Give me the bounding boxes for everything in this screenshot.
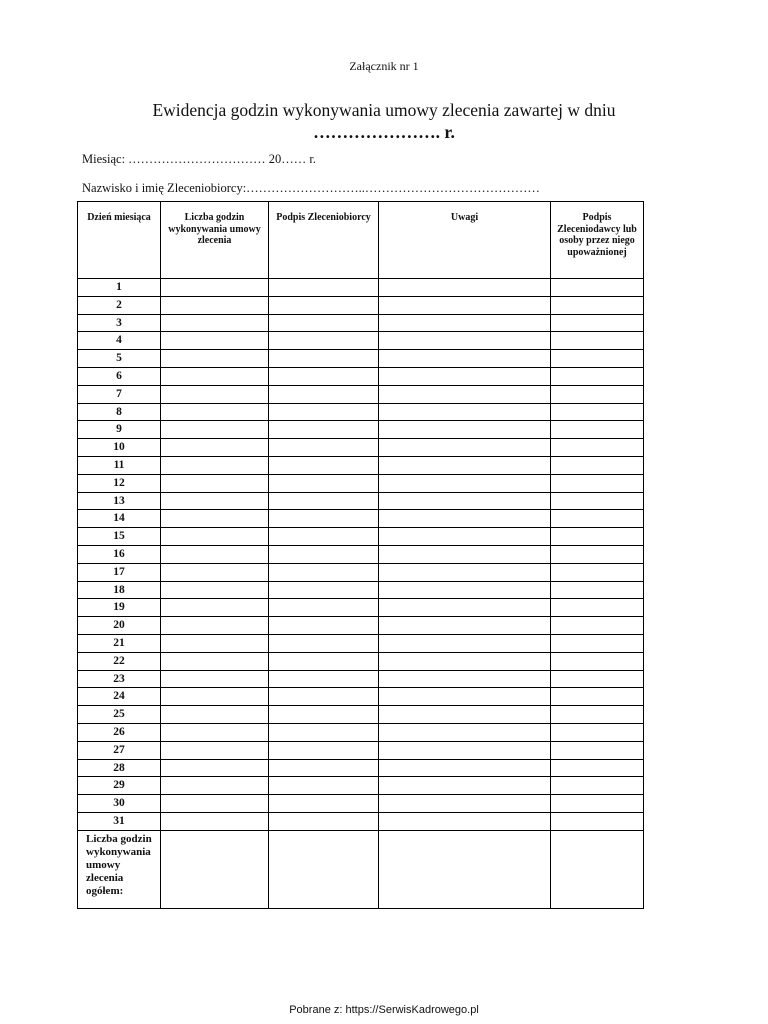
remarks-cell[interactable] — [379, 652, 551, 670]
table-row — [78, 528, 644, 546]
contractor-signature-cell[interactable] — [269, 795, 379, 813]
table-row — [78, 777, 644, 795]
hours-cell[interactable] — [161, 652, 269, 670]
hours-cell[interactable] — [161, 367, 269, 385]
day-number: 1 — [78, 279, 161, 297]
contractor-signature-cell[interactable] — [269, 314, 379, 332]
client-signature-cell[interactable] — [551, 706, 644, 724]
remarks-cell[interactable] — [379, 350, 551, 368]
contractor-signature-cell[interactable] — [269, 439, 379, 457]
client-signature-cell[interactable] — [551, 545, 644, 563]
hours-cell[interactable] — [161, 670, 269, 688]
day-number: 20 — [78, 617, 161, 635]
total-hours-cell[interactable] — [161, 830, 269, 908]
client-signature-cell[interactable] — [551, 777, 644, 795]
hours-cell[interactable] — [161, 741, 269, 759]
remarks-cell[interactable] — [379, 332, 551, 350]
client-signature-cell[interactable] — [551, 599, 644, 617]
contractor-signature-cell[interactable] — [269, 279, 379, 297]
client-signature-cell[interactable] — [551, 439, 644, 457]
remarks-cell[interactable] — [379, 492, 551, 510]
table-row — [78, 706, 644, 724]
client-signature-cell[interactable] — [551, 474, 644, 492]
table-row — [78, 563, 644, 581]
day-number: 16 — [78, 545, 161, 563]
day-number: 23 — [78, 670, 161, 688]
client-signature-cell[interactable] — [551, 528, 644, 546]
day-number: 18 — [78, 581, 161, 599]
hours-cell[interactable] — [161, 474, 269, 492]
client-signature-cell[interactable] — [551, 456, 644, 474]
day-number: 17 — [78, 563, 161, 581]
remarks-cell[interactable] — [379, 314, 551, 332]
contractor-signature-cell[interactable] — [269, 421, 379, 439]
remarks-cell[interactable] — [379, 617, 551, 635]
day-number: 6 — [78, 367, 161, 385]
client-signature-cell[interactable] — [551, 367, 644, 385]
remarks-cell[interactable] — [379, 563, 551, 581]
day-number: 10 — [78, 439, 161, 457]
hours-cell[interactable] — [161, 617, 269, 635]
table-row — [78, 617, 644, 635]
remarks-cell[interactable] — [379, 545, 551, 563]
hours-cell[interactable] — [161, 332, 269, 350]
contractor-signature-cell[interactable] — [269, 670, 379, 688]
contractor-signature-cell[interactable] — [269, 296, 379, 314]
day-number: 29 — [78, 777, 161, 795]
client-signature-cell[interactable] — [551, 279, 644, 297]
total-label: Liczba godzin wykonywania umowy zlecenia ogółem: — [78, 830, 161, 908]
contractor-signature-cell[interactable] — [269, 812, 379, 830]
remarks-cell[interactable] — [379, 385, 551, 403]
total-client-signature-cell[interactable] — [551, 830, 644, 908]
table-row — [78, 385, 644, 403]
table-row — [78, 599, 644, 617]
contractor-signature-cell[interactable] — [269, 385, 379, 403]
hours-cell[interactable] — [161, 599, 269, 617]
table-row — [78, 350, 644, 368]
remarks-cell[interactable] — [379, 439, 551, 457]
contractor-signature-cell[interactable] — [269, 599, 379, 617]
client-signature-cell[interactable] — [551, 332, 644, 350]
hours-cell[interactable] — [161, 403, 269, 421]
hours-cell[interactable] — [161, 688, 269, 706]
table-row — [78, 759, 644, 777]
contractor-signature-cell[interactable] — [269, 652, 379, 670]
day-number: 27 — [78, 741, 161, 759]
remarks-cell[interactable] — [379, 688, 551, 706]
remarks-cell[interactable] — [379, 599, 551, 617]
hours-cell[interactable] — [161, 777, 269, 795]
hours-cell[interactable] — [161, 492, 269, 510]
annex-label: Załącznik nr 1 — [349, 59, 419, 73]
table-row — [78, 795, 644, 813]
download-source-footer: Pobrane z: https://SerwisKadrowego.pl — [289, 1004, 479, 1016]
day-number: 22 — [78, 652, 161, 670]
remarks-cell[interactable] — [379, 812, 551, 830]
contractor-signature-cell[interactable] — [269, 367, 379, 385]
contractor-signature-cell[interactable] — [269, 492, 379, 510]
client-signature-cell[interactable] — [551, 812, 644, 830]
client-signature-cell[interactable] — [551, 759, 644, 777]
contractor-signature-cell[interactable] — [269, 510, 379, 528]
table-row — [78, 314, 644, 332]
contractor-signature-cell[interactable] — [269, 528, 379, 546]
hours-cell[interactable] — [161, 706, 269, 724]
remarks-cell[interactable] — [379, 456, 551, 474]
day-number: 31 — [78, 812, 161, 830]
hours-cell[interactable] — [161, 296, 269, 314]
remarks-cell[interactable] — [379, 634, 551, 652]
hours-cell[interactable] — [161, 634, 269, 652]
day-number: 2 — [78, 296, 161, 314]
contractor-signature-cell[interactable] — [269, 581, 379, 599]
day-number: 14 — [78, 510, 161, 528]
day-number: 5 — [78, 350, 161, 368]
hours-cell[interactable] — [161, 385, 269, 403]
hours-cell[interactable] — [161, 510, 269, 528]
table-row — [78, 421, 644, 439]
title-line-1: Ewidencja godzin wykonywania umowy zlecenia zawartej w dniu — [152, 100, 616, 120]
client-signature-cell[interactable] — [551, 563, 644, 581]
hours-cell[interactable] — [161, 439, 269, 457]
day-number: 26 — [78, 723, 161, 741]
header-contractor-signature: Podpis Zleceniobiorcy — [269, 202, 379, 279]
client-signature-cell[interactable] — [551, 741, 644, 759]
table-row — [78, 492, 644, 510]
client-signature-cell[interactable] — [551, 670, 644, 688]
contractor-signature-cell[interactable] — [269, 545, 379, 563]
table-row — [78, 723, 644, 741]
table-header-row — [78, 202, 644, 279]
contractor-signature-cell[interactable] — [269, 350, 379, 368]
day-number: 28 — [78, 759, 161, 777]
client-signature-cell[interactable] — [551, 385, 644, 403]
contractor-signature-cell[interactable] — [269, 688, 379, 706]
document-title — [84, 99, 684, 143]
hours-cell[interactable] — [161, 759, 269, 777]
remarks-cell[interactable] — [379, 777, 551, 795]
remarks-cell[interactable] — [379, 296, 551, 314]
contractor-signature-cell[interactable] — [269, 563, 379, 581]
remarks-cell[interactable] — [379, 403, 551, 421]
contractor-signature-cell[interactable] — [269, 634, 379, 652]
client-signature-cell[interactable] — [551, 634, 644, 652]
hours-record-table — [77, 201, 644, 909]
day-number: 25 — [78, 706, 161, 724]
remarks-cell[interactable] — [379, 581, 551, 599]
day-number: 13 — [78, 492, 161, 510]
hours-cell[interactable] — [161, 314, 269, 332]
table-row — [78, 688, 644, 706]
table-row — [78, 670, 644, 688]
day-number: 9 — [78, 421, 161, 439]
contractor-signature-cell[interactable] — [269, 617, 379, 635]
contractor-signature-cell[interactable] — [269, 741, 379, 759]
remarks-cell[interactable] — [379, 759, 551, 777]
table-row — [78, 581, 644, 599]
table-row — [78, 510, 644, 528]
header-remarks: Uwagi — [379, 202, 551, 279]
client-signature-cell[interactable] — [551, 421, 644, 439]
contractor-signature-cell[interactable] — [269, 706, 379, 724]
contractor-signature-cell[interactable] — [269, 777, 379, 795]
table-row — [78, 474, 644, 492]
client-signature-cell[interactable] — [551, 350, 644, 368]
contractor-signature-cell[interactable] — [269, 403, 379, 421]
total-contractor-signature-cell[interactable] — [269, 830, 379, 908]
remarks-cell[interactable] — [379, 670, 551, 688]
client-signature-cell[interactable] — [551, 795, 644, 813]
client-signature-cell[interactable] — [551, 296, 644, 314]
contractor-signature-cell[interactable] — [269, 474, 379, 492]
table-row — [78, 367, 644, 385]
hours-cell[interactable] — [161, 350, 269, 368]
total-row — [78, 830, 644, 908]
hours-cell[interactable] — [161, 581, 269, 599]
table-row — [78, 634, 644, 652]
day-number: 8 — [78, 403, 161, 421]
contractor-signature-cell[interactable] — [269, 759, 379, 777]
day-number: 21 — [78, 634, 161, 652]
title-date-line: …………………. r. — [313, 122, 455, 142]
hours-cell[interactable] — [161, 563, 269, 581]
hours-cell[interactable] — [161, 545, 269, 563]
remarks-cell[interactable] — [379, 474, 551, 492]
client-signature-cell[interactable] — [551, 581, 644, 599]
client-signature-cell[interactable] — [551, 617, 644, 635]
contractor-signature-cell[interactable] — [269, 723, 379, 741]
client-signature-cell[interactable] — [551, 652, 644, 670]
remarks-cell[interactable] — [379, 795, 551, 813]
table-row — [78, 403, 644, 421]
day-number: 4 — [78, 332, 161, 350]
remarks-cell[interactable] — [379, 510, 551, 528]
hours-cell[interactable] — [161, 456, 269, 474]
table-row — [78, 332, 644, 350]
remarks-cell[interactable] — [379, 741, 551, 759]
day-number: 30 — [78, 795, 161, 813]
remarks-cell[interactable] — [379, 723, 551, 741]
table-row — [78, 652, 644, 670]
table-row — [78, 439, 644, 457]
remarks-cell[interactable] — [379, 279, 551, 297]
table-row — [78, 296, 644, 314]
day-number: 3 — [78, 314, 161, 332]
client-signature-cell[interactable] — [551, 510, 644, 528]
remarks-cell[interactable] — [379, 706, 551, 724]
hours-cell[interactable] — [161, 279, 269, 297]
table-row — [78, 812, 644, 830]
contractor-signature-cell[interactable] — [269, 456, 379, 474]
table-row — [78, 279, 644, 297]
client-signature-cell[interactable] — [551, 688, 644, 706]
table-row — [78, 741, 644, 759]
client-signature-cell[interactable] — [551, 723, 644, 741]
hours-cell[interactable] — [161, 421, 269, 439]
remarks-cell[interactable] — [379, 528, 551, 546]
hours-cell[interactable] — [161, 723, 269, 741]
contractor-signature-cell[interactable] — [269, 332, 379, 350]
client-signature-cell[interactable] — [551, 314, 644, 332]
table-row — [78, 545, 644, 563]
client-signature-cell[interactable] — [551, 403, 644, 421]
remarks-cell[interactable] — [379, 421, 551, 439]
header-day: Dzień miesiąca — [78, 202, 161, 279]
day-number: 15 — [78, 528, 161, 546]
header-client-signature: Podpis Zleceniodawcy lub osoby przez niego upoważnionej — [551, 202, 644, 279]
day-number: 11 — [78, 456, 161, 474]
remarks-cell[interactable] — [379, 367, 551, 385]
day-number: 24 — [78, 688, 161, 706]
contractor-name-field: Nazwisko i imię Zleceniobiorcy:………………………..…………………………………… — [82, 181, 540, 195]
hours-cell[interactable] — [161, 795, 269, 813]
month-field: Miesiąc: …………………………… 20…… r. — [82, 152, 317, 166]
day-number: 7 — [78, 385, 161, 403]
header-hours: Liczba godzin wykonywania umowy zlecenia — [161, 202, 269, 279]
day-number: 19 — [78, 599, 161, 617]
client-signature-cell[interactable] — [551, 492, 644, 510]
hours-cell[interactable] — [161, 528, 269, 546]
total-remarks-cell[interactable] — [379, 830, 551, 908]
table-row — [78, 456, 644, 474]
hours-cell[interactable] — [161, 812, 269, 830]
day-number: 12 — [78, 474, 161, 492]
